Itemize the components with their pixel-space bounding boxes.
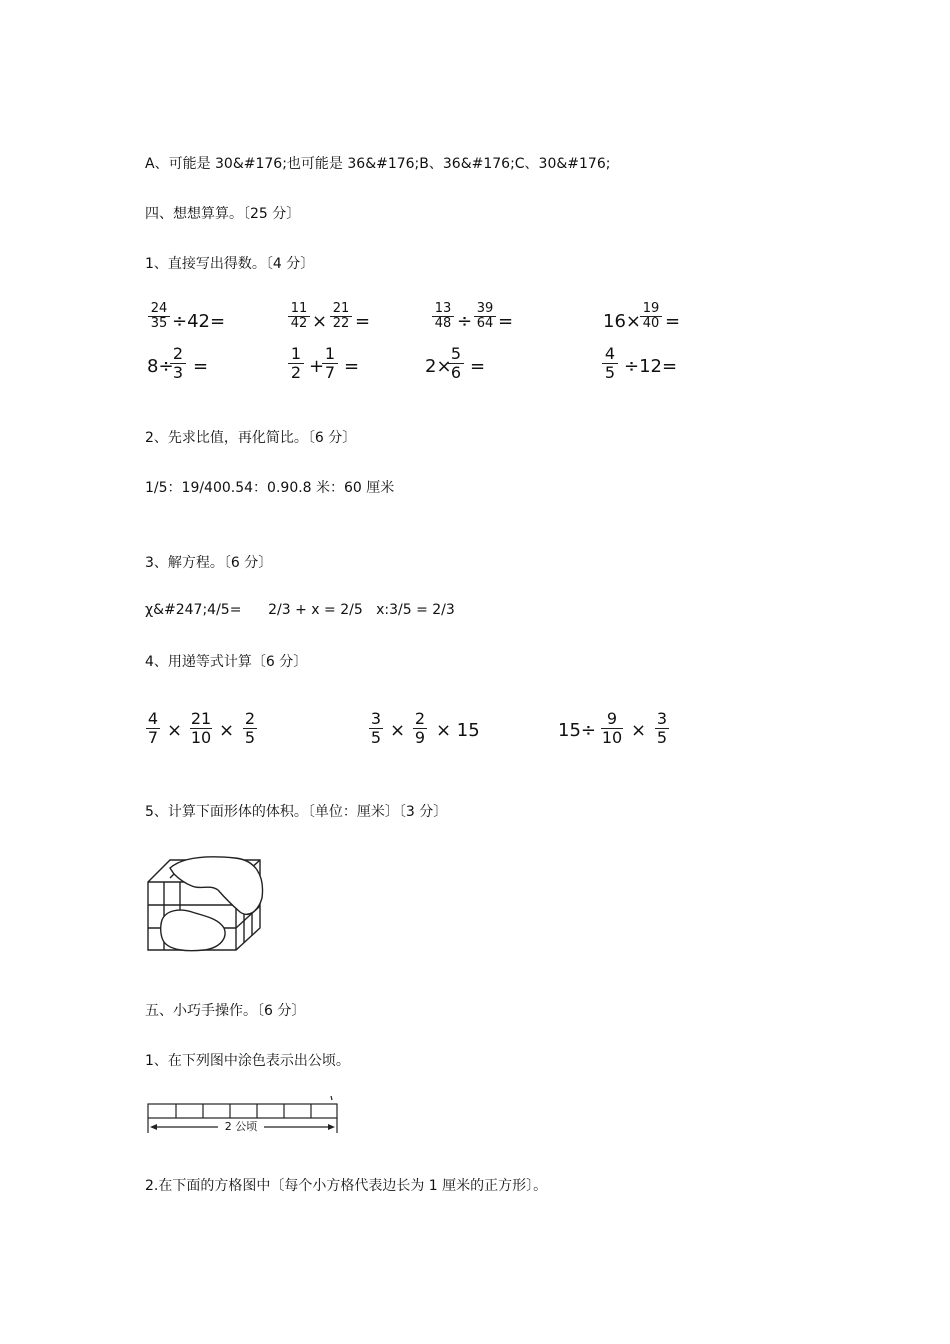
answer-options: A、可能是 30&#176;也可能是 36&#176;B、36&#176;C、30&#176; — [145, 156, 611, 172]
q3-body: χ&#247;4/5= 2/3 + x = 2/5 x:3/5 = 2/3 — [145, 602, 455, 618]
hectare-bar[interactable] — [146, 1095, 341, 1140]
s5-q1: 1、在下列图中涂色表示出公顷。 — [145, 1053, 350, 1069]
s5-q2: 2.在下面的方格图中〔每个小方格代表边长为 1 厘米的正方形〕。 — [145, 1178, 548, 1194]
q1-title: 1、直接写出得数。〔4 分〕 — [145, 256, 315, 272]
cube-figure — [140, 850, 275, 960]
q2-body: 1/5：19/400.54：0.90.8 米：60 厘米 — [145, 480, 395, 496]
hectare-bar-label: 2 公顷 — [224, 1120, 258, 1133]
q4-title: 4、用递等式计算〔6 分〕 — [145, 654, 308, 670]
q2-title: 2、先求比值，再化简比。〔6 分〕 — [145, 430, 357, 446]
q3-title: 3、解方程。〔6 分〕 — [145, 555, 273, 571]
section5-title: 五、小巧手操作。〔6 分〕 — [145, 1003, 306, 1019]
q5-title: 5、计算下面形体的体积。〔单位：厘米〕〔3 分〕 — [145, 804, 448, 820]
section4-title: 四、想想算算。〔25 分〕 — [145, 206, 301, 222]
